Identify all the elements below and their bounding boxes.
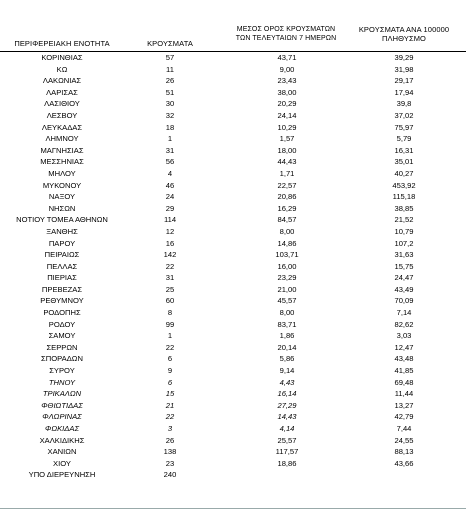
table-row [0, 226, 466, 238]
seven-day-average-cell: 10,29 [277, 122, 297, 132]
cases-cell: 22 [165, 342, 175, 352]
region-cell: ΝΗΣΩΝ [48, 203, 76, 213]
per-100k-cell: 5,79 [396, 134, 412, 144]
seven-day-average-cell: 25,57 [277, 435, 297, 445]
seven-day-average-cell: 16,29 [277, 203, 297, 213]
table-row [0, 238, 466, 250]
region-cell: ΝΑΞΟΥ [48, 192, 76, 202]
cases-cell: 31 [165, 273, 175, 283]
region-cell: ΛΗΜΝΟΥ [45, 134, 79, 144]
seven-day-average-cell: 16,00 [277, 261, 297, 271]
region-cell: ΦΛΩΡΙΝΑΣ [42, 412, 82, 422]
table-row [0, 365, 466, 377]
table-row [0, 411, 466, 423]
per-100k-cell: 69,48 [394, 377, 414, 387]
cases-cell: 26 [165, 435, 175, 445]
region-cell: ΣΕΡΡΩΝ [46, 342, 78, 352]
table-row [0, 458, 466, 470]
per-100k-cell: 42,79 [394, 412, 414, 422]
per-100k-cell: 43,49 [394, 284, 414, 294]
region-cell: ΠΕΙΡΑΙΩΣ [44, 250, 80, 260]
seven-day-average-cell: 14,43 [277, 412, 297, 422]
region-cell: ΠΙΕΡΙΑΣ [47, 273, 77, 283]
per-100k-cell: 39,8 [396, 99, 412, 109]
seven-day-average-cell: 9,14 [279, 366, 295, 376]
table-row [0, 469, 466, 481]
per-100k-cell: 17,94 [394, 87, 414, 97]
table-row [0, 64, 466, 76]
region-cell: ΥΠΟ ΔΙΕΡΕΥΝΗΣΗ [28, 470, 96, 480]
table-row [0, 87, 466, 99]
per-100k-cell: 70,09 [394, 296, 414, 306]
header-avg-line2: ΤΩΝ ΤΕΛΕΥΤΑΙΩΝ 7 ΗΜΕΡΩΝ [235, 34, 337, 42]
cases-cell: 56 [165, 157, 175, 167]
table-row [0, 52, 466, 64]
cases-cell: 24 [165, 192, 175, 202]
seven-day-average-cell: 22,57 [277, 180, 297, 190]
region-cell: ΧΑΛΚΙΔΙΚΗΣ [39, 435, 85, 445]
cases-cell: 8 [167, 308, 173, 318]
per-100k-cell: 31,63 [394, 250, 414, 260]
seven-day-average-cell: 20,86 [277, 192, 297, 202]
region-cell: ΣΠΟΡΑΔΩΝ [41, 354, 83, 364]
cases-cell: 240 [163, 470, 177, 480]
table-row [0, 122, 466, 134]
region-cell: ΡΟΔΟΠΗΣ [43, 308, 81, 318]
seven-day-average-cell: 103,71 [275, 250, 299, 260]
cases-cell: 29 [165, 203, 175, 213]
region-cell: ΡΟΔΟΥ [48, 319, 76, 329]
per-100k-cell: 37,02 [394, 110, 414, 120]
cases-cell: 12 [165, 226, 175, 236]
per-100k-cell: 39,29 [394, 53, 414, 62]
cases-cell: 22 [165, 412, 175, 422]
table-row [0, 272, 466, 284]
per-100k-cell: 12,47 [394, 342, 414, 352]
cases-cell: 18 [165, 122, 175, 132]
per-100k-cell: 16,31 [394, 145, 414, 155]
region-cell: ΛΕΣΒΟΥ [46, 110, 78, 120]
table-row [0, 168, 466, 180]
seven-day-average-cell: 1,57 [279, 134, 295, 144]
region-cell: ΡΕΘΥΜΝΟΥ [40, 296, 84, 306]
table-bottom-border [0, 508, 466, 509]
table-row [0, 388, 466, 400]
cases-cell: 25 [165, 284, 175, 294]
region-cell: ΤΡΙΚΑΛΩΝ [42, 389, 82, 399]
per-100k-cell: 15,75 [394, 261, 414, 271]
cases-cell: 9 [167, 366, 173, 376]
seven-day-average-cell: 83,71 [277, 319, 297, 329]
header-seven-day-average [226, 26, 346, 43]
cases-cell: 11 [166, 64, 174, 74]
region-cell: ΧΑΝΙΩΝ [47, 447, 77, 457]
cases-cell: 6 [167, 377, 173, 387]
cases-cell: 51 [165, 87, 175, 97]
table-row [0, 75, 466, 87]
table-row [0, 295, 466, 307]
cases-cell: 26 [165, 76, 175, 86]
per-100k-cell: 24,55 [394, 435, 414, 445]
per-100k-cell: 11,44 [394, 389, 414, 399]
per-100k-cell: 10,79 [394, 226, 414, 236]
seven-day-average-cell: 16,14 [277, 389, 297, 399]
table-row [0, 435, 466, 447]
table-row [0, 330, 466, 342]
per-100k-cell: 75,97 [394, 122, 414, 132]
table-row [0, 191, 466, 203]
cases-cell: 22 [165, 261, 175, 271]
region-cell: ΧΙΟΥ [53, 458, 71, 468]
region-cell: ΜΗΛΟΥ [48, 168, 76, 178]
seven-day-average-cell: 4,14 [279, 424, 295, 433]
seven-day-average-cell: 84,57 [277, 215, 297, 225]
cases-cell: 142 [163, 250, 177, 260]
table-row [0, 110, 466, 122]
per-100k-cell: 107,2 [394, 238, 414, 248]
region-cell: ΛΑΚΩΝΙΑΣ [42, 76, 82, 86]
seven-day-average-cell: 23,43 [277, 76, 297, 86]
per-100k-cell: 7,14 [396, 308, 412, 318]
per-100k-cell: 35,01 [394, 157, 414, 167]
seven-day-average-cell: 20,29 [277, 99, 297, 109]
cases-cell: 30 [165, 99, 175, 109]
seven-day-average-cell: 27,29 [277, 400, 297, 410]
region-cell: ΤΗΝΟΥ [48, 377, 76, 387]
seven-day-average-cell: 23,29 [277, 273, 297, 283]
seven-day-average-cell: 38,00 [277, 87, 297, 97]
seven-day-average-cell: 20,14 [277, 342, 297, 352]
seven-day-average-cell: 44,43 [277, 157, 297, 167]
header-per100k-line2: ΠΛΗΘΥΣΜΟ [382, 33, 426, 43]
region-cell: ΞΑΝΘΗΣ [46, 226, 78, 236]
region-cell: ΝΟΤΙΟΥ ΤΟΜΕΑ ΑΘΗΝΩΝ [16, 215, 108, 225]
per-100k-cell: 40,27 [394, 168, 414, 178]
table-row [0, 98, 466, 110]
per-100k-cell: 24,47 [394, 273, 414, 283]
cases-cell: 23 [165, 458, 175, 468]
table-row [0, 446, 466, 458]
cases-cell: 1 [167, 134, 173, 144]
region-cell: ΛΑΡΙΣΑΣ [46, 87, 78, 97]
table-row [0, 307, 466, 319]
seven-day-average-cell: 45,57 [277, 296, 297, 306]
table-row [0, 203, 466, 215]
seven-day-average-cell: 18,00 [277, 145, 297, 155]
region-cell: ΦΩΚΙΔΑΣ [44, 424, 80, 433]
cases-cell: 138 [163, 447, 177, 457]
table-row [0, 145, 466, 157]
seven-day-average-cell: 1,86 [279, 331, 295, 341]
cases-cell: 60 [165, 296, 175, 306]
table-row [0, 353, 466, 365]
cases-cell: 32 [165, 110, 175, 120]
region-cell: ΣΥΡΟΥ [49, 366, 75, 376]
cases-cell: 4 [167, 168, 173, 178]
per-100k-cell: 31,98 [394, 64, 414, 74]
header-avg-line1: ΜΕΣΟΣ ΟΡΟΣ ΚΡΟΥΣΜΑΤΩΝ [236, 26, 336, 33]
seven-day-average-cell: 43,71 [277, 53, 297, 62]
per-100k-cell: 29,17 [394, 76, 414, 86]
region-cell: ΦΘΙΩΤΙΔΑΣ [41, 400, 83, 410]
per-100k-cell: 88,13 [394, 447, 414, 457]
seven-day-average-cell: 8,00 [279, 226, 295, 236]
cases-cell: 57 [165, 53, 175, 62]
region-cell: ΚΟΡΙΝΘΙΑΣ [41, 53, 83, 62]
seven-day-average-cell: 8,00 [279, 308, 295, 318]
cases-cell: 16 [165, 238, 175, 248]
cases-cell: 21 [165, 400, 175, 410]
cases-cell: 46 [165, 180, 175, 190]
header-region: ΠΕΡΙΦΕΡΕΙΑΚΗ ΕΝΟΤΗΤΑ [14, 39, 110, 48]
seven-day-average-cell: 9,00 [279, 64, 295, 74]
seven-day-average-cell: 24,14 [277, 110, 297, 120]
per-100k-cell: 3,03 [396, 331, 412, 341]
seven-day-average-cell: 21,00 [277, 284, 297, 294]
seven-day-average-cell: 1,71 [279, 168, 295, 178]
region-cell: ΜΕΣΣΗΝΙΑΣ [40, 157, 84, 167]
header-per100k-line1: ΚΡΟΥΣΜΑΤΑ ΑΝΑ 100000 [358, 25, 450, 34]
per-100k-cell: 82,62 [394, 319, 414, 329]
cases-cell: 99 [165, 319, 175, 329]
cases-cell: 114 [163, 215, 177, 225]
table-row [0, 156, 466, 168]
region-cell: ΛΕΥΚΑΔΑΣ [41, 122, 83, 132]
cases-cell: 3 [167, 424, 173, 433]
per-100k-cell: 43,66 [394, 458, 414, 468]
per-100k-cell: 21,52 [394, 215, 414, 225]
region-cell: ΜΑΓΝΗΣΙΑΣ [40, 145, 84, 155]
table-row [0, 377, 466, 389]
table-row [0, 133, 466, 145]
per-100k-cell: 13,27 [394, 400, 414, 410]
seven-day-average-cell: 117,57 [275, 447, 299, 457]
table-row [0, 180, 466, 192]
per-100k-cell: 115,18 [392, 192, 416, 202]
header-cases-per-100k [344, 26, 464, 43]
per-100k-cell: 453,92 [392, 180, 416, 190]
seven-day-average-cell: 4,43 [279, 377, 295, 387]
region-cell: ΜΥΚΟΝΟΥ [42, 180, 82, 190]
per-100k-cell: 41,85 [394, 366, 414, 376]
header-cases: ΚΡΟΥΣΜΑΤΑ [147, 39, 193, 48]
per-100k-cell: 43,48 [394, 354, 414, 364]
cases-cell: 1 [167, 331, 173, 341]
table-row [0, 342, 466, 354]
table-row [0, 423, 466, 435]
region-cell: ΠΡΕΒΕΖΑΣ [41, 284, 83, 294]
region-cell: ΠΕΛΛΑΣ [46, 261, 78, 271]
cases-cell: 6 [167, 354, 173, 364]
table-row [0, 214, 466, 226]
per-100k-cell: 7,44 [396, 424, 412, 433]
table-row [0, 284, 466, 296]
cases-cell: 31 [165, 145, 175, 155]
table-body [0, 52, 466, 481]
table-row [0, 319, 466, 331]
seven-day-average-cell: 14,86 [277, 238, 297, 248]
seven-day-average-cell: 5,86 [279, 354, 295, 364]
seven-day-average-cell: 18,86 [277, 458, 297, 468]
table-row [0, 249, 466, 261]
region-cell: ΣΑΜΟΥ [48, 331, 76, 341]
cases-cell: 15 [165, 389, 175, 399]
region-cell: ΚΩ [56, 64, 68, 74]
per-100k-cell: 38,85 [394, 203, 414, 213]
region-cell: ΛΑΣΙΘΙΟΥ [44, 99, 80, 109]
region-cell: ΠΑΡΟΥ [48, 238, 76, 248]
table-row [0, 261, 466, 273]
table-row [0, 400, 466, 412]
